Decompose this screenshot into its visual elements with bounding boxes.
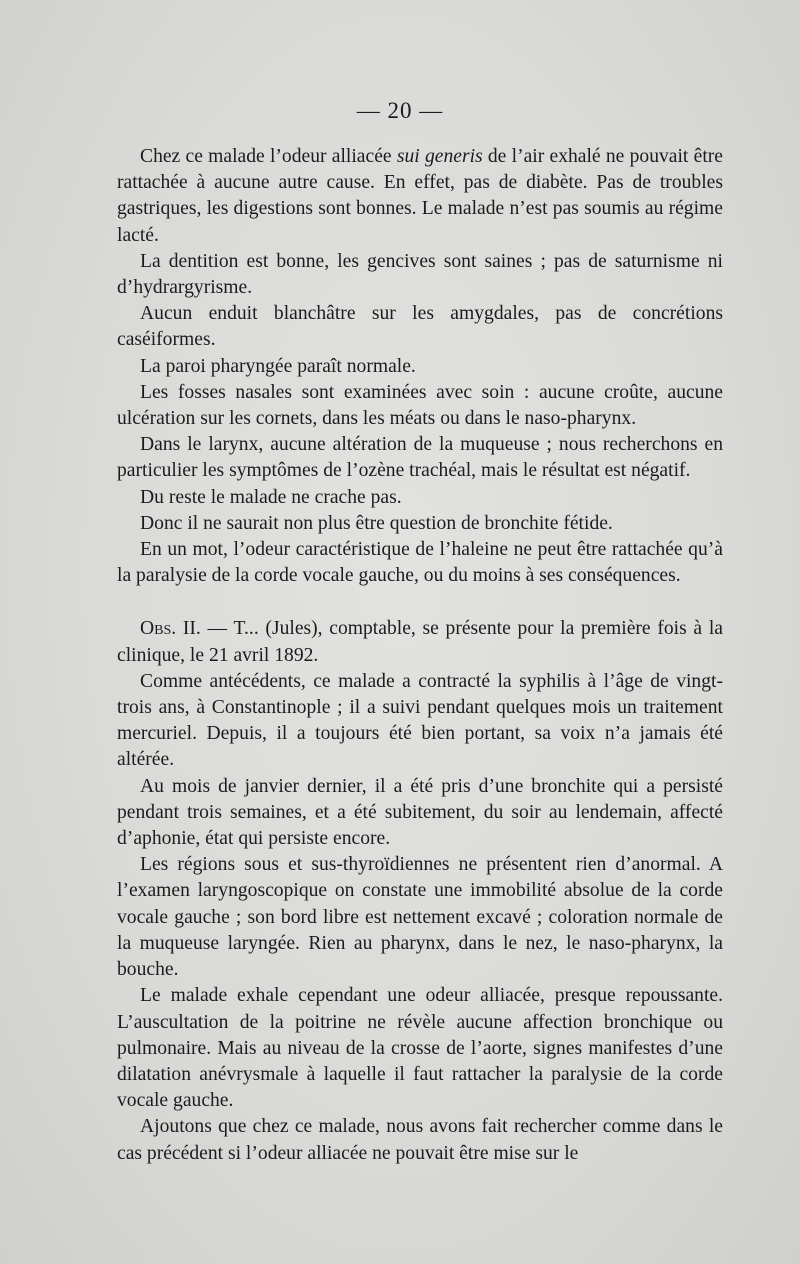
paragraph-text: Chez ce malade l’odeur alliacée bbox=[140, 146, 397, 167]
paragraph: Au mois de janvier dernier, il a été pris d’une bronchite qui a persisté pendant trois semaines, et a été subitement, du soir au lendemain, affecté d’aphonie, état qui persiste encore. bbox=[117, 775, 723, 850]
paragraph: Du reste le malade ne crache pas. bbox=[140, 486, 402, 508]
paragraph: Donc il ne saurait non plus être question de bronchite fétide. bbox=[140, 512, 613, 534]
paragraph: Ajoutons que chez ce malade, nous avons fait rechercher comme dans le cas précédent si l’odeur alliacée ne pouvait être mise sur le bbox=[117, 1116, 723, 1164]
paragraph bbox=[117, 144, 723, 249]
page-text bbox=[117, 144, 723, 1167]
paragraph: Le malade exhale cependant une odeur alliacée, presque repoussante. L’auscultation de la poitrine ne révèle aucune affection bronchique ou pulmonaire. Mais au niveau de la crosse de l’aorte, signes manifestes d’une dilatation anévrysmale à laquelle il faut rattacher la paralysie de la corde vocale gauche. bbox=[117, 985, 723, 1112]
section-gap bbox=[117, 589, 723, 616]
paragraph: Aucun enduit blanchâtre sur les amygdales, pas de concrétions caséiformes. bbox=[117, 303, 723, 351]
observation-label: Obs. II. bbox=[140, 618, 201, 640]
paragraph-text: de l’air exhalé ne pouvait être rattachée à aucune autre cause. En effet, pas de diabète. Pas de troubles gastriques, les digestions sont bonnes. Le malade n’est pas soumis au régime lacté. bbox=[117, 146, 723, 246]
paragraph: Comme antécédents, ce malade a contracté la syphilis à l’âge de vingt-trois ans, à Constantinople ; il a suivi pendant quelques mois un traitement mercuriel. Depuis, il a toujours été bien portant, sa voix n’a jamais été altérée. bbox=[117, 670, 723, 771]
observation-heading-paragraph bbox=[117, 616, 723, 668]
page-number: — 20 — bbox=[356, 98, 444, 123]
paragraph: Les fosses nasales sont examinées avec soin : aucune croûte, aucune ulcération sur les cornets, dans les méats ou dans le naso-pharynx. bbox=[117, 381, 723, 430]
observation-text: — T... (Jules), comptable, se présente pour la première fois à la clinique, le 21 avril 1892. bbox=[117, 618, 723, 666]
paragraph: La paroi pharyngée paraît normale. bbox=[140, 355, 416, 377]
paragraph: Dans le larynx, aucune altération de la muqueuse ; nous recherchons en particulier les symptômes de l’ozène trachéal, mais le résultat est négatif. bbox=[117, 434, 723, 482]
italic-phrase: sui generis bbox=[396, 146, 483, 167]
paragraph: La dentition est bonne, les gencives sont saines ; pas de saturnisme ni d’hydrargyrisme. bbox=[117, 250, 723, 299]
paragraph: En un mot, l’odeur caractéristique de l’haleine ne peut être rattachée qu’à la paralysie de la corde vocale gauche, ou du moins à ses conséquences. bbox=[117, 539, 723, 587]
paragraph: Les régions sous et sus-thyroïdiennes ne présentent rien d’anormal. A l’examen laryngoscopique on constate une immobilité absolue de la corde vocale gauche ; son bord libre est nettement excavé ; coloration normale de la muqueuse laryngée. Rien au pharynx, dans le nez, le naso-pharynx, la bouche. bbox=[117, 854, 723, 981]
